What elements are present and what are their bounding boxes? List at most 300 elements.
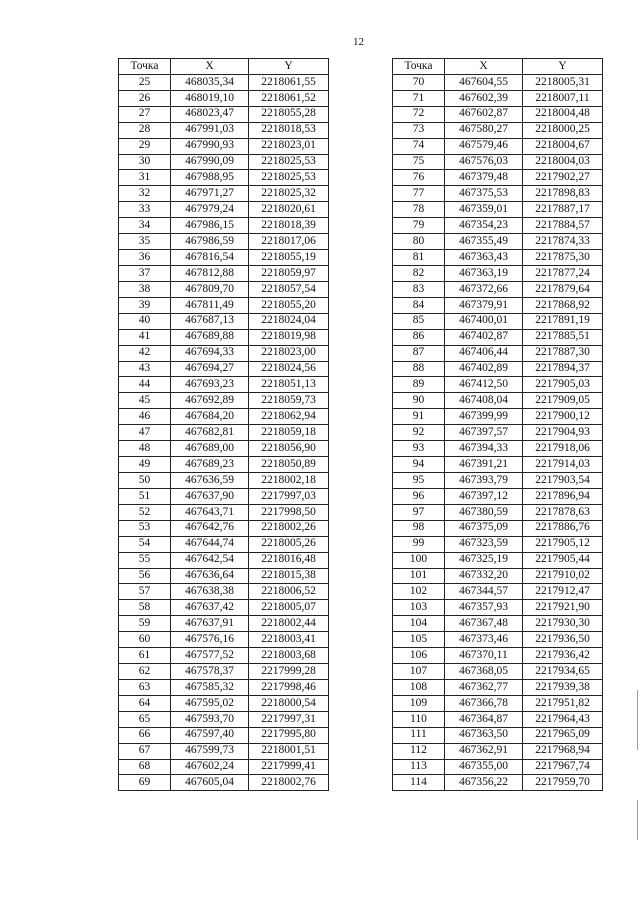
cell-y: 2218005,26: [249, 536, 329, 552]
cell-x: 468023,47: [171, 106, 249, 122]
cell-y: 2218062,94: [249, 409, 329, 425]
cell-y: 2217877,24: [523, 265, 603, 281]
cell-x: 467637,90: [171, 488, 249, 504]
cell-y: 2218055,28: [249, 106, 329, 122]
cell-y: 2218025,53: [249, 154, 329, 170]
cell-x: 467379,48: [445, 170, 523, 186]
table-row: [393, 297, 603, 313]
cell-y: 2218024,56: [249, 361, 329, 377]
table-row: [393, 138, 603, 154]
cell-point: 82: [393, 265, 445, 281]
cell-x: 468035,34: [171, 74, 249, 90]
cell-point: 111: [393, 727, 445, 743]
cell-y: 2218003,68: [249, 648, 329, 664]
cell-point: 97: [393, 504, 445, 520]
cell-x: 467344,57: [445, 584, 523, 600]
cell-point: 39: [119, 297, 171, 313]
cell-x: 467693,23: [171, 377, 249, 393]
scan-edge-mark: [637, 690, 638, 750]
cell-y: 2218059,73: [249, 393, 329, 409]
cell-y: 2217918,06: [523, 441, 603, 457]
table-row: [119, 122, 329, 138]
cell-y: 2218002,76: [249, 775, 329, 791]
cell-y: 2218006,52: [249, 584, 329, 600]
cell-y: 2217939,38: [523, 679, 603, 695]
cell-y: 2217910,02: [523, 568, 603, 584]
cell-point: 101: [393, 568, 445, 584]
cell-y: 2218057,54: [249, 281, 329, 297]
cell-y: 2217909,05: [523, 393, 603, 409]
cell-y: 2218001,51: [249, 743, 329, 759]
cell-y: 2217902,27: [523, 170, 603, 186]
cell-x: 467694,33: [171, 345, 249, 361]
table-row: [393, 648, 603, 664]
cell-point: 77: [393, 186, 445, 202]
cell-point: 91: [393, 409, 445, 425]
table-header-row: [119, 59, 329, 75]
table-row: [119, 457, 329, 473]
cell-x: 467370,11: [445, 648, 523, 664]
cell-x: 467406,44: [445, 345, 523, 361]
cell-point: 110: [393, 711, 445, 727]
header-y: Y: [249, 59, 329, 75]
cell-x: 467332,20: [445, 568, 523, 584]
cell-point: 76: [393, 170, 445, 186]
cell-point: 81: [393, 250, 445, 266]
cell-y: 2217930,30: [523, 616, 603, 632]
cell-x: 467354,23: [445, 218, 523, 234]
cell-point: 71: [393, 90, 445, 106]
cell-y: 2217887,17: [523, 202, 603, 218]
cell-point: 56: [119, 568, 171, 584]
cell-y: 2218004,03: [523, 154, 603, 170]
cell-point: 86: [393, 329, 445, 345]
cell-point: 50: [119, 472, 171, 488]
cell-x: 467599,73: [171, 743, 249, 759]
table-row: [119, 648, 329, 664]
header-x: X: [445, 59, 523, 75]
cell-y: 2217887,30: [523, 345, 603, 361]
cell-x: 467689,88: [171, 329, 249, 345]
cell-y: 2217999,41: [249, 759, 329, 775]
table-row: [119, 154, 329, 170]
cell-x: 467577,52: [171, 648, 249, 664]
table-row: [119, 138, 329, 154]
cell-point: 29: [119, 138, 171, 154]
cell-x: 467812,88: [171, 265, 249, 281]
cell-x: 467372,66: [445, 281, 523, 297]
cell-point: 85: [393, 313, 445, 329]
cell-point: 25: [119, 74, 171, 90]
cell-point: 79: [393, 218, 445, 234]
cell-point: 58: [119, 600, 171, 616]
cell-point: 61: [119, 648, 171, 664]
cell-x: 467637,91: [171, 616, 249, 632]
cell-y: 2217905,03: [523, 377, 603, 393]
table-row: [393, 472, 603, 488]
cell-y: 2217894,37: [523, 361, 603, 377]
cell-point: 57: [119, 584, 171, 600]
cell-x: 467375,09: [445, 520, 523, 536]
cell-x: 467576,16: [171, 632, 249, 648]
cell-point: 26: [119, 90, 171, 106]
cell-y: 2217875,30: [523, 250, 603, 266]
cell-point: 34: [119, 218, 171, 234]
cell-x: 467408,04: [445, 393, 523, 409]
table-row: [393, 743, 603, 759]
cell-y: 2218007,11: [523, 90, 603, 106]
cell-y: 2218023,01: [249, 138, 329, 154]
cell-point: 102: [393, 584, 445, 600]
cell-point: 55: [119, 552, 171, 568]
cell-y: 2218002,44: [249, 616, 329, 632]
cell-y: 2218004,48: [523, 106, 603, 122]
cell-x: 467643,71: [171, 504, 249, 520]
table-row: [393, 186, 603, 202]
cell-point: 98: [393, 520, 445, 536]
cell-y: 2218015,38: [249, 568, 329, 584]
cell-y: 2218019,98: [249, 329, 329, 345]
cell-x: 467642,54: [171, 552, 249, 568]
cell-y: 2217900,12: [523, 409, 603, 425]
cell-point: 31: [119, 170, 171, 186]
table-row: [393, 759, 603, 775]
scan-edge-mark: [637, 800, 638, 840]
table-row: [393, 664, 603, 680]
table-row: [393, 568, 603, 584]
cell-y: 2217999,28: [249, 664, 329, 680]
table-row: [393, 313, 603, 329]
table-row: [119, 186, 329, 202]
cell-x: 467355,49: [445, 234, 523, 250]
cell-x: 467391,21: [445, 457, 523, 473]
cell-point: 46: [119, 409, 171, 425]
cell-y: 2218002,26: [249, 520, 329, 536]
cell-y: 2217884,57: [523, 218, 603, 234]
table-row: [119, 441, 329, 457]
cell-point: 73: [393, 122, 445, 138]
cell-y: 2217903,54: [523, 472, 603, 488]
cell-y: 2218018,53: [249, 122, 329, 138]
cell-x: 467593,70: [171, 711, 249, 727]
cell-point: 94: [393, 457, 445, 473]
cell-x: 467355,00: [445, 759, 523, 775]
cell-x: 467368,05: [445, 664, 523, 680]
cell-y: 2218016,48: [249, 552, 329, 568]
table-row: [119, 775, 329, 791]
cell-x: 467397,57: [445, 425, 523, 441]
table-row: [119, 600, 329, 616]
cell-x: 467359,01: [445, 202, 523, 218]
cell-x: 467642,76: [171, 520, 249, 536]
table-row: [119, 727, 329, 743]
cell-y: 2217878,63: [523, 504, 603, 520]
table-row: [393, 632, 603, 648]
cell-point: 72: [393, 106, 445, 122]
cell-point: 80: [393, 234, 445, 250]
cell-x: 467638,38: [171, 584, 249, 600]
cell-x: 467637,42: [171, 600, 249, 616]
cell-point: 52: [119, 504, 171, 520]
table-row: [393, 600, 603, 616]
cell-y: 2217964,43: [523, 711, 603, 727]
table-row: [119, 170, 329, 186]
cell-y: 2218005,31: [523, 74, 603, 90]
table-row: [393, 409, 603, 425]
cell-y: 2218023,00: [249, 345, 329, 361]
cell-x: 467644,74: [171, 536, 249, 552]
cell-point: 49: [119, 457, 171, 473]
cell-point: 75: [393, 154, 445, 170]
table-row: [393, 488, 603, 504]
table-row: [119, 218, 329, 234]
table-row: [393, 377, 603, 393]
cell-x: 467687,13: [171, 313, 249, 329]
cell-y: 2217891,19: [523, 313, 603, 329]
table-row: [119, 377, 329, 393]
cell-y: 2217921,90: [523, 600, 603, 616]
table-row: [393, 170, 603, 186]
cell-y: 2218025,53: [249, 170, 329, 186]
cell-y: 2218056,90: [249, 441, 329, 457]
cell-point: 64: [119, 695, 171, 711]
table-row: [393, 106, 603, 122]
table-row: [119, 425, 329, 441]
cell-y: 2217997,03: [249, 488, 329, 504]
cell-x: 467379,91: [445, 297, 523, 313]
cell-x: 467363,43: [445, 250, 523, 266]
cell-y: 2218059,97: [249, 265, 329, 281]
cell-x: 467682,81: [171, 425, 249, 441]
coordinates-table-right: [392, 58, 603, 791]
table-header-row: [393, 59, 603, 75]
cell-x: 467689,00: [171, 441, 249, 457]
cell-y: 2217905,44: [523, 552, 603, 568]
cell-point: 42: [119, 345, 171, 361]
table-row: [393, 218, 603, 234]
cell-y: 2218055,19: [249, 250, 329, 266]
table-row: [119, 472, 329, 488]
cell-x: 467604,55: [445, 74, 523, 90]
cell-point: 27: [119, 106, 171, 122]
table-row: [119, 265, 329, 281]
cell-x: 467990,93: [171, 138, 249, 154]
cell-x: 467991,03: [171, 122, 249, 138]
cell-x: 467595,02: [171, 695, 249, 711]
table-body-left: [119, 74, 329, 790]
table-row: [393, 154, 603, 170]
cell-y: 2217936,50: [523, 632, 603, 648]
cell-y: 2218020,61: [249, 202, 329, 218]
table-row: [393, 441, 603, 457]
cell-x: 467412,50: [445, 377, 523, 393]
cell-x: 467692,89: [171, 393, 249, 409]
cell-x: 467986,15: [171, 218, 249, 234]
table-row: [119, 297, 329, 313]
table-row: [119, 695, 329, 711]
cell-y: 2218005,07: [249, 600, 329, 616]
cell-point: 63: [119, 679, 171, 695]
cell-x: 467578,37: [171, 664, 249, 680]
cell-point: 69: [119, 775, 171, 791]
table-row: [119, 329, 329, 345]
cell-point: 59: [119, 616, 171, 632]
cell-x: 467816,54: [171, 250, 249, 266]
table-row: [119, 234, 329, 250]
table-row: [393, 425, 603, 441]
cell-x: 467362,91: [445, 743, 523, 759]
cell-y: 2218061,55: [249, 74, 329, 90]
cell-x: 467636,64: [171, 568, 249, 584]
table-row: [119, 664, 329, 680]
cell-y: 2217997,31: [249, 711, 329, 727]
cell-y: 2217898,83: [523, 186, 603, 202]
cell-x: 467986,59: [171, 234, 249, 250]
cell-point: 99: [393, 536, 445, 552]
table-row: [393, 361, 603, 377]
cell-y: 2217998,46: [249, 679, 329, 695]
cell-y: 2217914,03: [523, 457, 603, 473]
cell-y: 2217934,65: [523, 664, 603, 680]
cell-point: 78: [393, 202, 445, 218]
header-y: Y: [523, 59, 603, 75]
cell-point: 48: [119, 441, 171, 457]
table-row: [119, 504, 329, 520]
table-row: [119, 361, 329, 377]
cell-x: 467397,12: [445, 488, 523, 504]
cell-point: 89: [393, 377, 445, 393]
table-row: [119, 74, 329, 90]
cell-x: 467357,93: [445, 600, 523, 616]
cell-point: 68: [119, 759, 171, 775]
cell-x: 467979,24: [171, 202, 249, 218]
table-row: [119, 536, 329, 552]
table-row: [119, 759, 329, 775]
cell-y: 2217879,64: [523, 281, 603, 297]
cell-point: 95: [393, 472, 445, 488]
cell-x: 467585,32: [171, 679, 249, 695]
cell-point: 83: [393, 281, 445, 297]
table-row: [393, 202, 603, 218]
cell-y: 2218000,25: [523, 122, 603, 138]
table-body-right: [393, 74, 603, 790]
cell-y: 2217904,93: [523, 425, 603, 441]
table-row: [119, 313, 329, 329]
cell-x: 467375,53: [445, 186, 523, 202]
cell-point: 36: [119, 250, 171, 266]
table-row: [119, 90, 329, 106]
cell-x: 468019,10: [171, 90, 249, 106]
cell-y: 2218025,32: [249, 186, 329, 202]
table-row: [119, 743, 329, 759]
cell-x: 467363,19: [445, 265, 523, 281]
header-x: X: [171, 59, 249, 75]
table-row: [393, 281, 603, 297]
cell-x: 467597,40: [171, 727, 249, 743]
table-row: [393, 90, 603, 106]
cell-x: 467380,59: [445, 504, 523, 520]
cell-y: 2218018,39: [249, 218, 329, 234]
table-row: [119, 488, 329, 504]
cell-point: 67: [119, 743, 171, 759]
cell-y: 2217868,92: [523, 297, 603, 313]
table-row: [393, 265, 603, 281]
cell-y: 2218017,06: [249, 234, 329, 250]
cell-y: 2217968,94: [523, 743, 603, 759]
cell-point: 65: [119, 711, 171, 727]
table-row: [119, 711, 329, 727]
table-row: [119, 568, 329, 584]
table-row: [393, 329, 603, 345]
cell-x: 467988,95: [171, 170, 249, 186]
cell-point: 62: [119, 664, 171, 680]
coordinates-table-left: [118, 58, 329, 791]
table-row: [393, 504, 603, 520]
cell-x: 467602,24: [171, 759, 249, 775]
cell-x: 467400,01: [445, 313, 523, 329]
cell-x: 467689,23: [171, 457, 249, 473]
cell-x: 467694,27: [171, 361, 249, 377]
cell-x: 467811,49: [171, 297, 249, 313]
cell-point: 107: [393, 664, 445, 680]
cell-y: 2217905,12: [523, 536, 603, 552]
cell-point: 113: [393, 759, 445, 775]
cell-x: 467580,27: [445, 122, 523, 138]
table-row: [393, 711, 603, 727]
cell-point: 96: [393, 488, 445, 504]
cell-x: 467402,89: [445, 361, 523, 377]
cell-x: 467367,48: [445, 616, 523, 632]
cell-y: 2217936,42: [523, 648, 603, 664]
cell-y: 2217886,76: [523, 520, 603, 536]
cell-point: 33: [119, 202, 171, 218]
cell-x: 467394,33: [445, 441, 523, 457]
cell-point: 60: [119, 632, 171, 648]
cell-x: 467636,59: [171, 472, 249, 488]
table-row: [119, 281, 329, 297]
table-row: [119, 552, 329, 568]
cell-point: 103: [393, 600, 445, 616]
cell-point: 30: [119, 154, 171, 170]
cell-point: 44: [119, 377, 171, 393]
cell-point: 38: [119, 281, 171, 297]
table-row: [393, 345, 603, 361]
cell-x: 467602,87: [445, 106, 523, 122]
cell-point: 51: [119, 488, 171, 504]
cell-point: 92: [393, 425, 445, 441]
table-row: [119, 520, 329, 536]
cell-x: 467356,22: [445, 775, 523, 791]
table-row: [119, 106, 329, 122]
cell-point: 70: [393, 74, 445, 90]
cell-point: 100: [393, 552, 445, 568]
cell-y: 2218024,04: [249, 313, 329, 329]
cell-x: 467325,19: [445, 552, 523, 568]
cell-y: 2218059,18: [249, 425, 329, 441]
cell-y: 2217951,82: [523, 695, 603, 711]
cell-point: 37: [119, 265, 171, 281]
cell-point: 43: [119, 361, 171, 377]
cell-point: 109: [393, 695, 445, 711]
table-row: [119, 393, 329, 409]
cell-y: 2218003,41: [249, 632, 329, 648]
cell-x: 467402,87: [445, 329, 523, 345]
cell-x: 467323,59: [445, 536, 523, 552]
cell-x: 467362,77: [445, 679, 523, 695]
table-row: [393, 250, 603, 266]
cell-y: 2217896,94: [523, 488, 603, 504]
cell-x: 467809,70: [171, 281, 249, 297]
